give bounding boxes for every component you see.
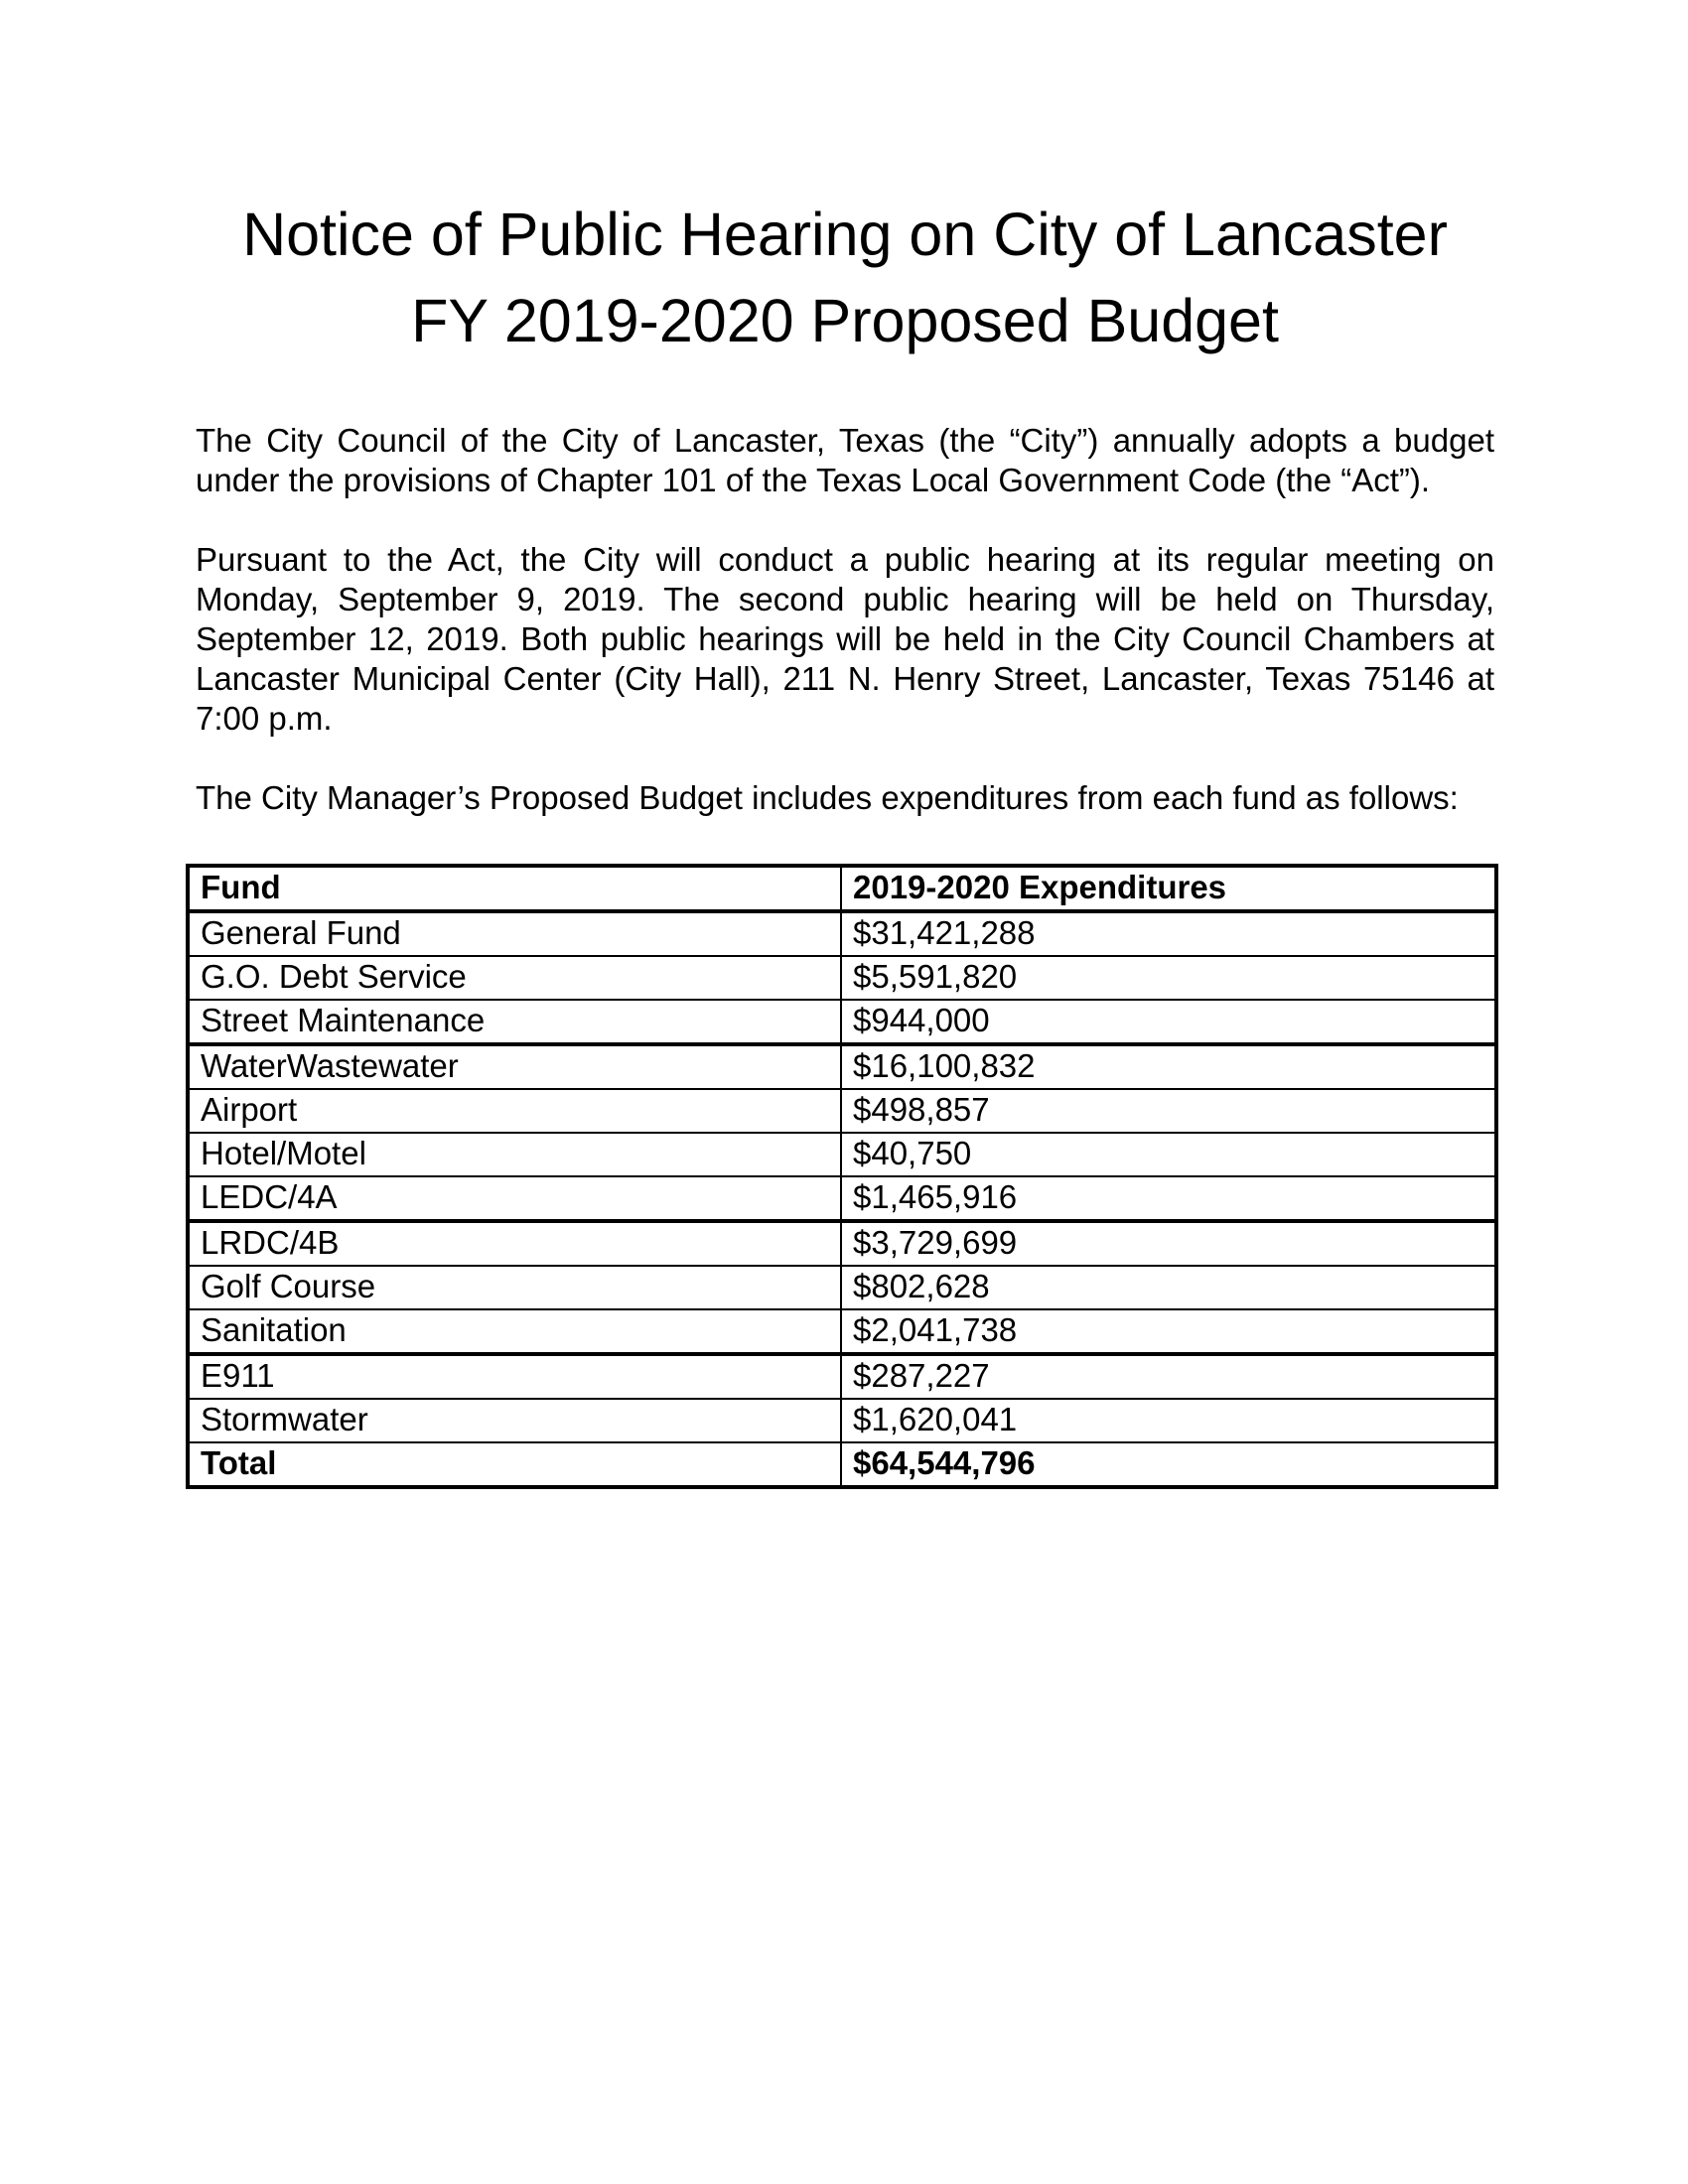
fund-name-cell: LRDC/4B	[188, 1221, 841, 1266]
table-row	[188, 956, 1496, 1000]
table-row	[188, 1354, 1496, 1399]
table-total-row	[188, 1442, 1496, 1487]
table-row	[188, 1089, 1496, 1133]
table-header-row	[188, 866, 1496, 911]
total-label-cell: Total	[188, 1442, 841, 1487]
document-body	[196, 421, 1494, 818]
table-row	[188, 1176, 1496, 1221]
table-row	[188, 1044, 1496, 1089]
amount-cell: $1,620,041	[841, 1399, 1496, 1442]
paragraph-table-intro: The City Manager’s Proposed Budget includes expenditures from each fund as follows:	[196, 779, 1459, 816]
fund-name-cell: Sanitation	[188, 1309, 841, 1354]
page-title-line-1: Notice of Public Hearing on City of Lancaster	[242, 201, 1448, 268]
table-row	[188, 1133, 1496, 1176]
fund-name-cell: E911	[188, 1354, 841, 1399]
fund-name-cell: Street Maintenance	[188, 1000, 841, 1044]
fund-name-cell: Airport	[188, 1089, 841, 1133]
amount-cell: $2,041,738	[841, 1309, 1496, 1354]
amount-cell: $16,100,832	[841, 1044, 1496, 1089]
amount-cell: $3,729,699	[841, 1221, 1496, 1266]
fund-name-cell: WaterWastewater	[188, 1044, 841, 1089]
budget-expenditures-table	[186, 864, 1498, 1489]
header-cell-expenditures: 2019-2020 Expenditures	[841, 866, 1496, 911]
amount-cell: $802,628	[841, 1266, 1496, 1309]
amount-cell: $1,465,916	[841, 1176, 1496, 1221]
fund-name-cell: LEDC/4A	[188, 1176, 841, 1221]
fund-name-cell: G.O. Debt Service	[188, 956, 841, 1000]
amount-cell: $31,421,288	[841, 911, 1496, 956]
table-row	[188, 1399, 1496, 1442]
fund-name-cell: Hotel/Motel	[188, 1133, 841, 1176]
page-title	[196, 192, 1494, 364]
fund-name-cell: Stormwater	[188, 1399, 841, 1442]
table-row	[188, 1000, 1496, 1044]
paragraph-council-adopts-budget: The City Council of the City of Lancaster, Texas (the “City”) annually adopts a budget under the provisions of Chapter 101 of the Texas Local Government Code (the “Act”).	[196, 422, 1494, 498]
table-row	[188, 1309, 1496, 1354]
table-row	[188, 1221, 1496, 1266]
amount-cell: $944,000	[841, 1000, 1496, 1044]
amount-cell: $498,857	[841, 1089, 1496, 1133]
header-cell-fund: Fund	[188, 866, 841, 911]
fund-name-cell: Golf Course	[188, 1266, 841, 1309]
fund-name-cell: General Fund	[188, 911, 841, 956]
amount-cell: $40,750	[841, 1133, 1496, 1176]
amount-cell: $287,227	[841, 1354, 1496, 1399]
paragraph-public-hearing-details: Pursuant to the Act, the City will conduct a public hearing at its regular meeting on Monday, September 9, 2019. The second public hearing will be held on Thursday, September 12, 2019. Both public hearings will be held in the City Council Chambers at Lancaster Municipal Center (City Hall), 211 N. Henry Street, Lancaster, Texas 75146 at 7:00 p.m.	[196, 541, 1494, 737]
amount-cell: $5,591,820	[841, 956, 1496, 1000]
table-row	[188, 911, 1496, 956]
page-title-line-2: FY 2019-2020 Proposed Budget	[411, 287, 1279, 354]
total-amount-cell: $64,544,796	[841, 1442, 1496, 1487]
table-row	[188, 1266, 1496, 1309]
